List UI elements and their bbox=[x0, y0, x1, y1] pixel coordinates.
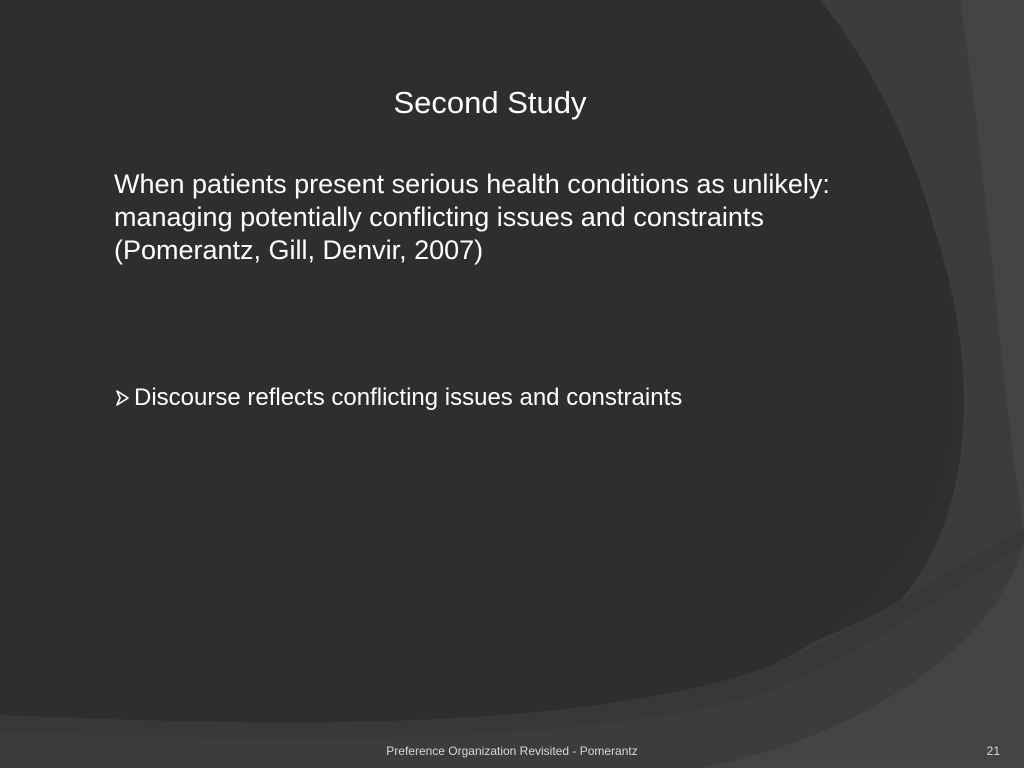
arrow-bullet-icon bbox=[114, 388, 132, 408]
bullet-text: Discourse reflects conflicting issues and constraints bbox=[134, 384, 683, 411]
page-number: 21 bbox=[986, 744, 1000, 758]
slide-footer: Preference Organization Revisited - Pomerantz bbox=[386, 744, 638, 758]
subtitle-line: managing potentially conflicting issues and constraints bbox=[114, 202, 764, 232]
slide-title: Second Study bbox=[393, 85, 587, 120]
subtitle-line: (Pomerantz, Gill, Denvir, 2007) bbox=[114, 235, 484, 265]
bullet-item bbox=[114, 382, 682, 414]
slide-subtitle bbox=[114, 168, 914, 267]
subtitle-line: When patients present serious health conditions as unlikely: bbox=[114, 169, 830, 199]
